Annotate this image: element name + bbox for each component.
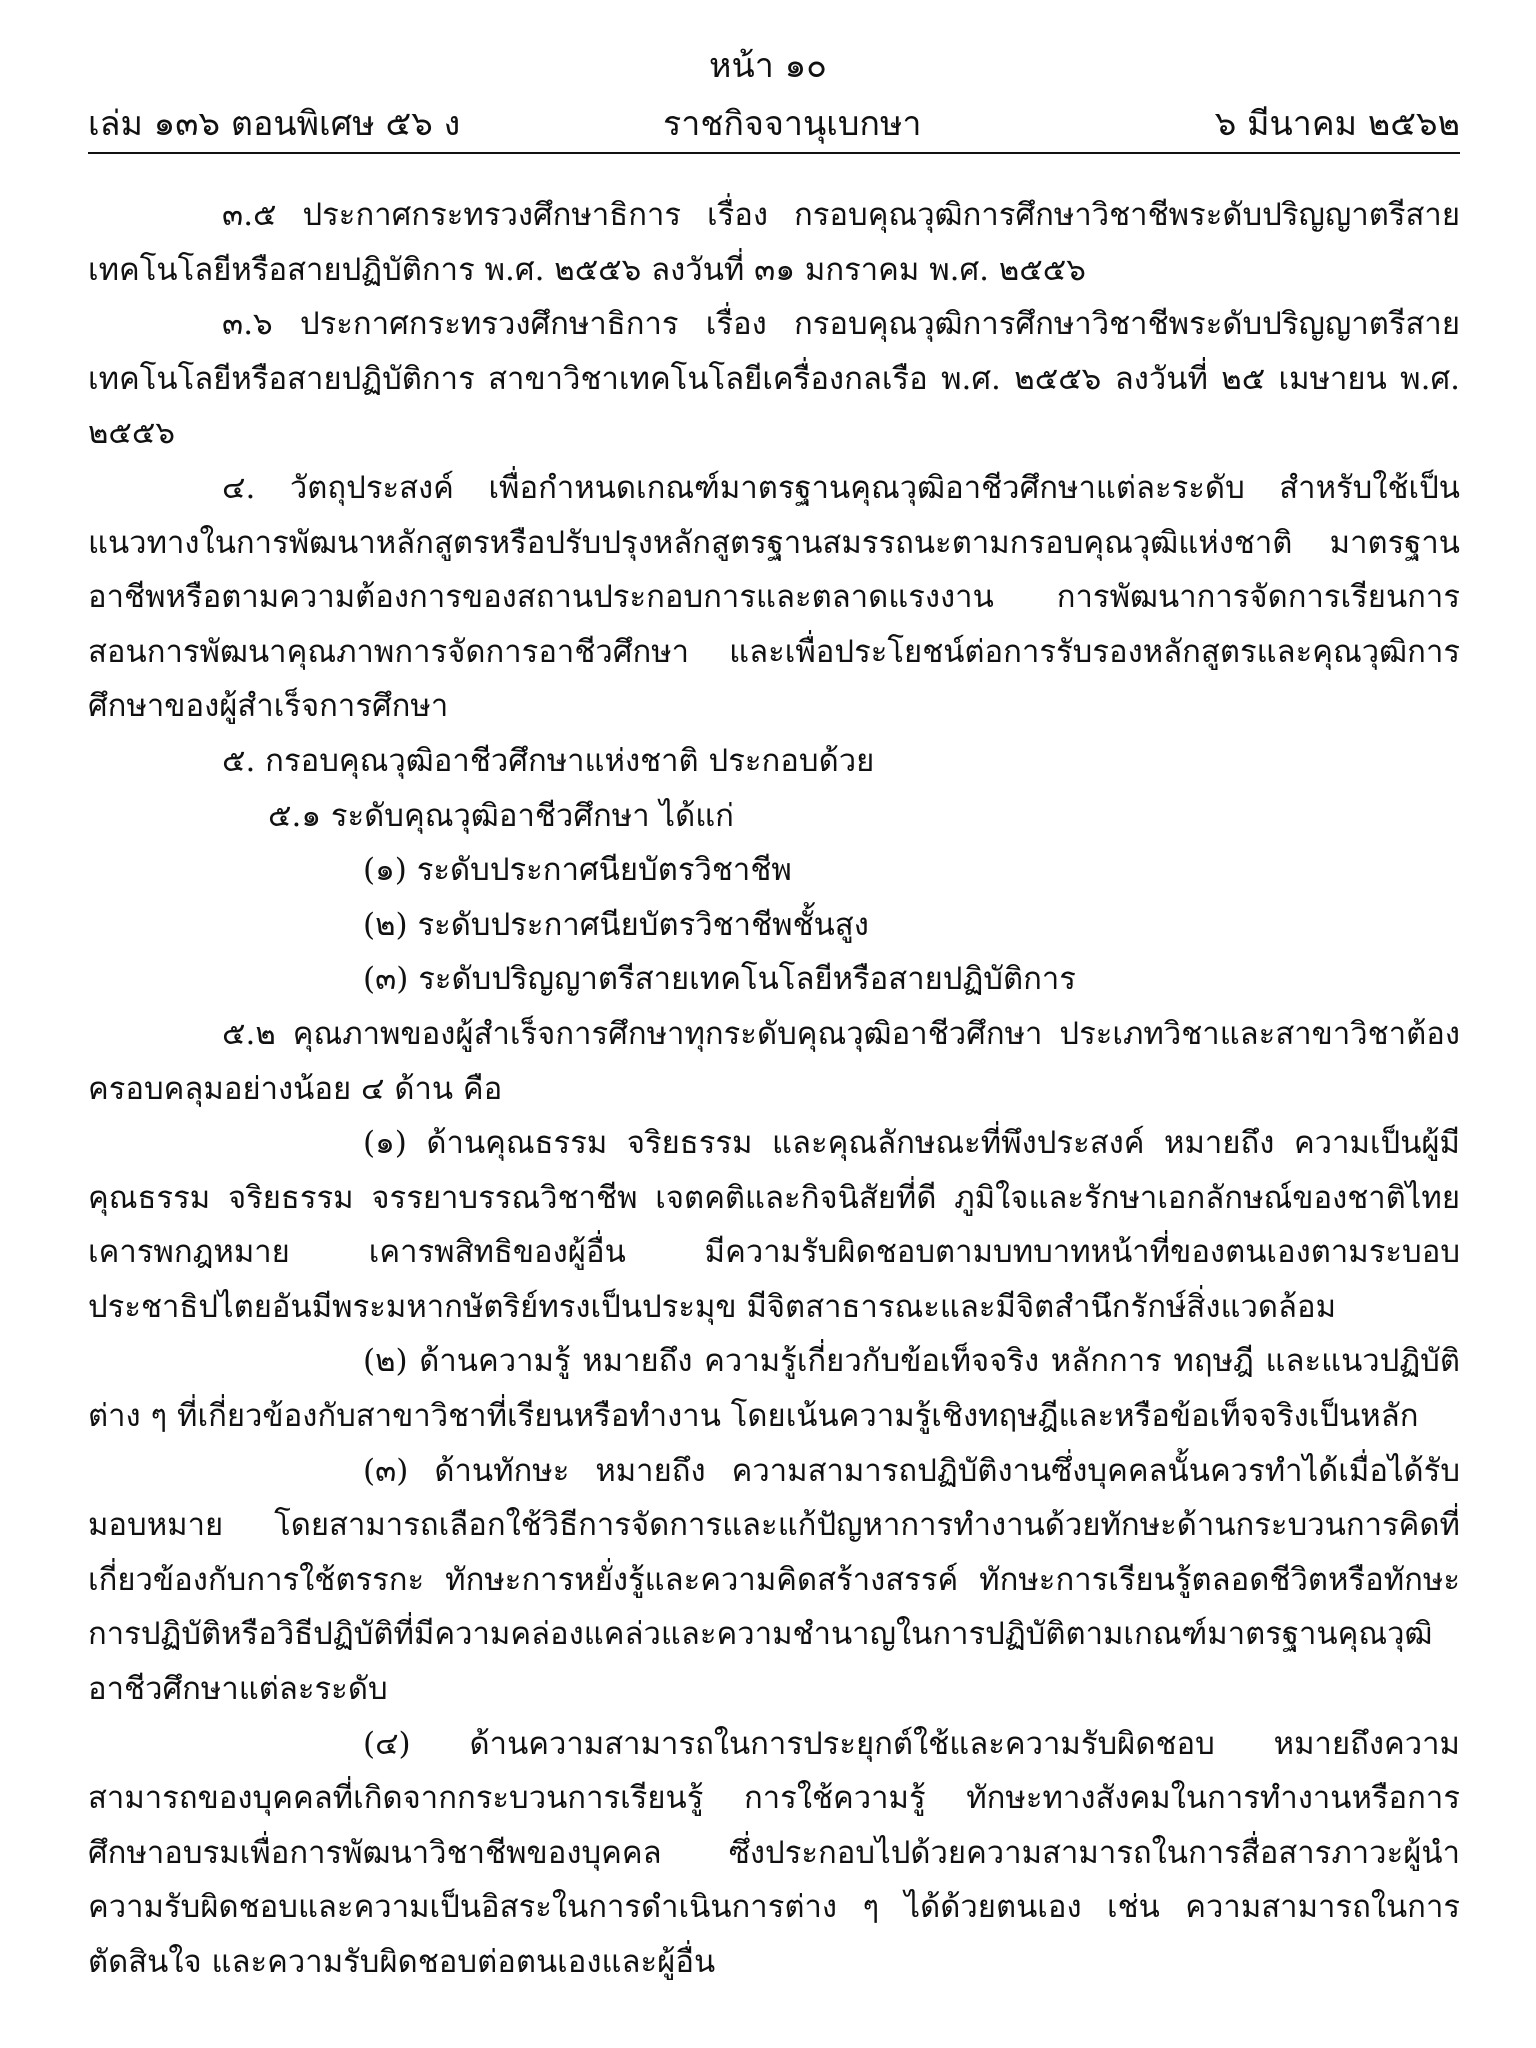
page-number: หน้า ๑๐ (709, 46, 827, 86)
paragraph-4-objective: ๔. วัตถุประสงค์ เพื่อกำหนดเกณฑ์มาตรฐานคุณวุฒิอาชีวศึกษาแต่ละระดับ สำหรับใช้เป็นแนวทางในการพัฒนาหลักสูตรหรือปรับปรุงหลักสูตรฐานสมรรถนะตามกรอบคุณวุฒิแห่งชาติ มาตรฐานอาชีพหรือตามความต้องการของสถานประกอบการและตลาดแรงงาน การพัฒนาการจัดการเรียนการสอนการพัฒนาคุณภาพการจัดการอาชีวศึกษา และเพื่อประโยชน์ต่อการรับรองหลักสูตรและคุณวุฒิการศึกษาของผู้สำเร็จการศึกษา (88, 469, 1460, 725)
paragraph-quality-application: (๔) ด้านความสามารถในการประยุกต์ใช้และความรับผิดชอบ หมายถึงความสามารถของบุคคลที่เกิดจากกระบวนการเรียนรู้ การใช้ความรู้ ทักษะทางสังคมในการทำงานหรือการศึกษาอบรมเพื่อการพัฒนาวิชาชีพของบุคคล ซึ่งประกอบไปด้วยความสามารถในการสื่อสารภาวะผู้นำ ความรับผิดชอบและความเป็นอิสระในการดำเนินการต่าง ๆ ได้ด้วยตนเอง เช่น ความสามารถในการตัดสินใจ และความรับผิดชอบต่อตนเองและผู้อื่น (88, 1725, 1460, 1980)
list-item-level-2: (๒) ระดับประกาศนียบัตรวิชาชีพชั้นสูง (363, 906, 869, 943)
list-item-level-1: (๑) ระดับประกาศนียบัตรวิชาชีพ (363, 852, 792, 889)
volume-issue: เล่ม ๑๓๖ ตอนพิเศษ ๕๖ ง (88, 104, 461, 144)
header-divider (88, 152, 1460, 154)
running-header (88, 100, 1460, 148)
paragraph-5-2-quality: ๕.๒ คุณภาพของผู้สำเร็จการศึกษาทุกระดับคุณวุฒิอาชีวศึกษา ประเภทวิชาและสาขาวิชาต้องครอบคลุมอย่างน้อย ๔ ด้าน คือ (88, 1015, 1460, 1107)
publication-date: ๖ มีนาคม ๒๕๖๒ (1214, 104, 1460, 144)
paragraph-3-5: ๓.๕ ประกาศกระทรวงศึกษาธิการ เรื่อง กรอบคุณวุฒิการศึกษาวิชาชีพระดับปริญญาตรีสายเทคโนโลยีหรือสายปฏิบัติการ พ.ศ. ๒๕๕๖ ลงวันที่ ๓๑ มกราคม พ.ศ. ๒๕๕๖ (88, 197, 1460, 288)
publication-title: ราชกิจจานุเบกษา (663, 104, 922, 144)
list-item-level-3: (๓) ระดับปริญญาตรีสายเทคโนโลยีหรือสายปฏิบัติการ (363, 961, 1076, 998)
paragraph-quality-skills: (๓) ด้านทักษะ หมายถึง ความสามารถปฏิบัติงานซึ่งบุคคลนั้นควรทำได้เมื่อได้รับมอบหมาย โดยสามารถเลือกใช้วิธีการจัดการและแก้ปัญหาการทำงานด้วยทักษะด้านกระบวนการคิดที่เกี่ยวข้องกับการใช้ตรรกะ ทักษะการหยั่งรู้และความคิดสร้างสรรค์ ทักษะการเรียนรู้ตลอดชีวิตหรือทักษะการปฏิบัติหรือวิธีปฏิบัติที่มีความคล่องแคล่วและความชำนาญในการปฏิบัติตามเกณฑ์มาตรฐานคุณวุฒิอาชีวศึกษาแต่ละระดับ (88, 1452, 1460, 1708)
paragraph-quality-ethics: (๑) ด้านคุณธรรม จริยธรรม และคุณลักษณะที่พึงประสงค์ หมายถึง ความเป็นผู้มีคุณธรรม จริยธรรม จรรยาบรรณวิชาชีพ เจตคติและกิจนิสัยที่ดี ภูมิใจและรักษาเอกลักษณ์ของชาติไทย เคารพกฎหมาย เคารพสิทธิของผู้อื่น มีความรับผิดชอบตามบทบาทหน้าที่ของตนเองตามระบอบประชาธิปไตยอันมีพระมหากษัตริย์ทรงเป็นประมุข มีจิตสาธารณะและมีจิตสำนึกรักษ์สิ่งแวดล้อม (88, 1125, 1460, 1325)
paragraph-5-framework: ๕. กรอบคุณวุฒิอาชีวศึกษาแห่งชาติ ประกอบด้วย (222, 742, 875, 779)
paragraph-5-1-levels: ๕.๑ ระดับคุณวุฒิอาชีวศึกษา ได้แก่ (268, 797, 734, 834)
paragraph-quality-knowledge: (๒) ด้านความรู้ หมายถึง ความรู้เกี่ยวกับข้อเท็จจริง หลักการ ทฤษฎี และแนวปฏิบัติต่าง ๆ ที่เกี่ยวข้องกับสาขาวิชาที่เรียนหรือทำงาน โดยเน้นความรู้เชิงทฤษฎีและหรือข้อเท็จจริงเป็นหลัก (88, 1343, 1460, 1435)
paragraph-3-6: ๓.๖ ประกาศกระทรวงศึกษาธิการ เรื่อง กรอบคุณวุฒิการศึกษาวิชาชีพระดับปริญญาตรีสายเทคโนโลยีหรือสายปฏิบัติการ สาขาวิชาเทคโนโลยีเครื่องกลเรือ พ.ศ. ๒๕๕๖ ลงวันที่ ๒๕ เมษายน พ.ศ. ๒๕๕๖ (88, 306, 1460, 452)
document-body (88, 188, 1460, 1990)
